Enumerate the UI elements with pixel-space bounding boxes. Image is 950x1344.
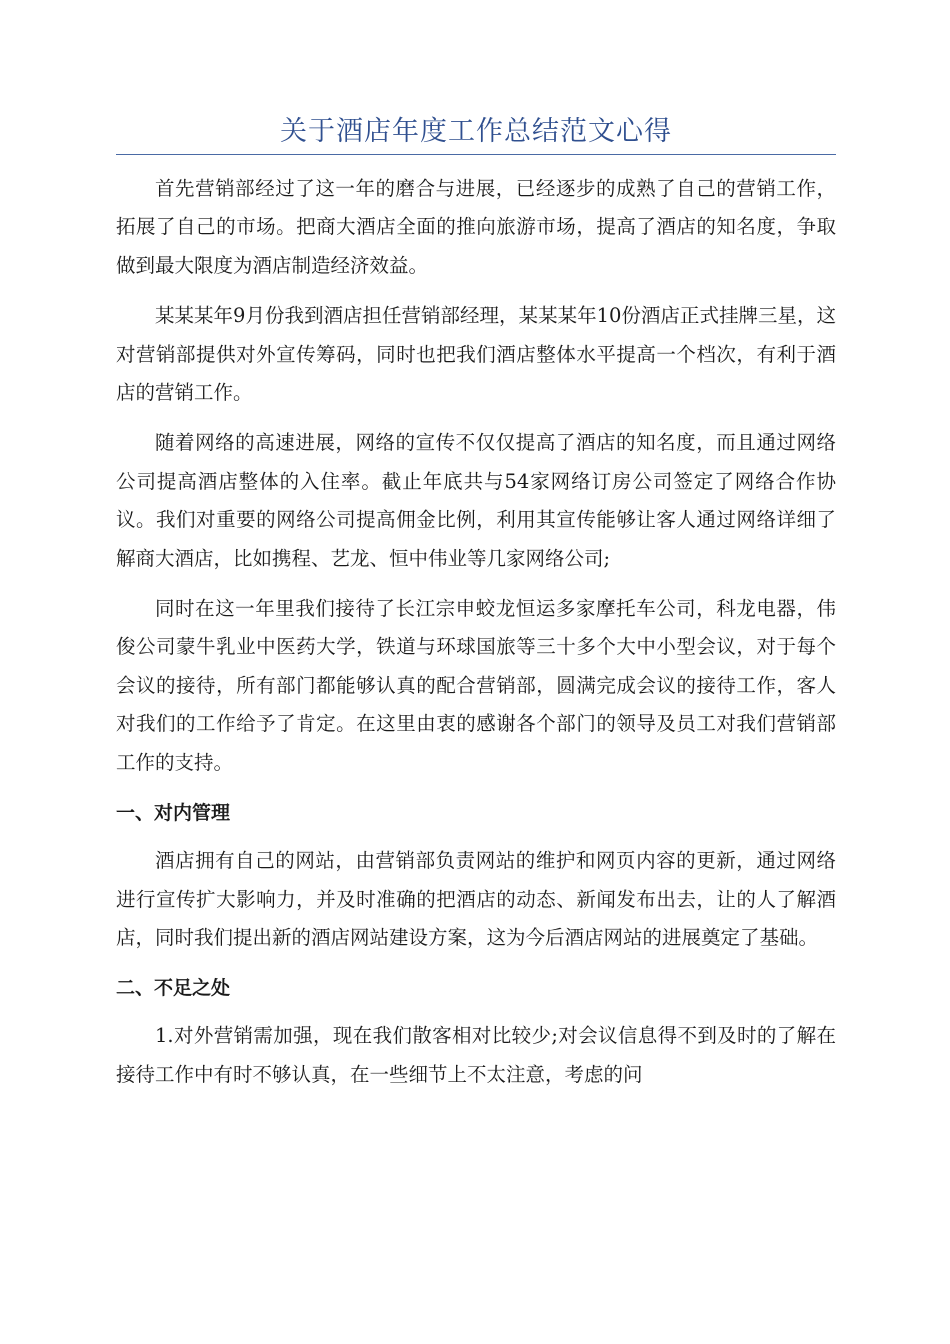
paragraph: 酒店拥有自己的网站，由营销部负责网站的维护和网页内容的更新，通过网络进行宣传扩大影响力，并及时准确的把酒店的动态、新闻发布出去，让的人了解酒店，同时我们提出新的酒店网站建设方案，这为今后酒店网站的进展奠定了基础。 (116, 849, 836, 949)
paragraph: 首先营销部经过了这一年的磨合与进展，已经逐步的成熟了自己的营销工作，拓展了自己的市场。把商大酒店全面的推向旅游市场，提高了酒店的知名度，争取做到最大限度为酒店制造经济效益。 (116, 177, 836, 277)
paragraph: 随着网络的高速进展，网络的宣传不仅仅提高了酒店的知名度，而且通过网络公司提高酒店整体的入住率。截止年底共与54家网络订房公司签定了网络合作协议。我们对重要的网络公司提高佣金比例，利用其宣传能够让客人通过网络详细了解商大酒店，比如携程、艺龙、恒中伟业等几家网络公司; (116, 431, 836, 570)
title-underline (116, 154, 836, 155)
document-body (116, 170, 836, 1106)
section-heading: 一、对内管理 (116, 802, 231, 825)
paragraph: 1.对外营销需加强，现在我们散客相对比较少;对会议信息得不到及时的了解在接待工作中有时不够认真，在一些细节上不太注意，考虑的问 (116, 1024, 836, 1086)
paragraph: 同时在这一年里我们接待了长江宗申蛟龙恒运多家摩托车公司，科龙电器，伟俊公司蒙牛乳业中医药大学，铁道与环球国旅等三十多个大中小型会议，对于每个会议的接待，所有部门都能够认真的配合营销部，圆满完成会议的接待工作，客人对我们的工作给予了肯定。在这里由衷的感谢各个部门的领导及员工对我们营销部工作的支持。 (116, 597, 836, 774)
paragraph: 某某某年9月份我到酒店担任营销部经理，某某某年10份酒店正式挂牌三星，这对营销部提供对外宣传筹码，同时也把我们酒店整体水平提高一个档次，有利于酒店的营销工作。 (116, 304, 836, 405)
document-title: 关于酒店年度工作总结范文心得 (280, 116, 672, 147)
section-heading: 二、不足之处 (116, 977, 231, 1000)
